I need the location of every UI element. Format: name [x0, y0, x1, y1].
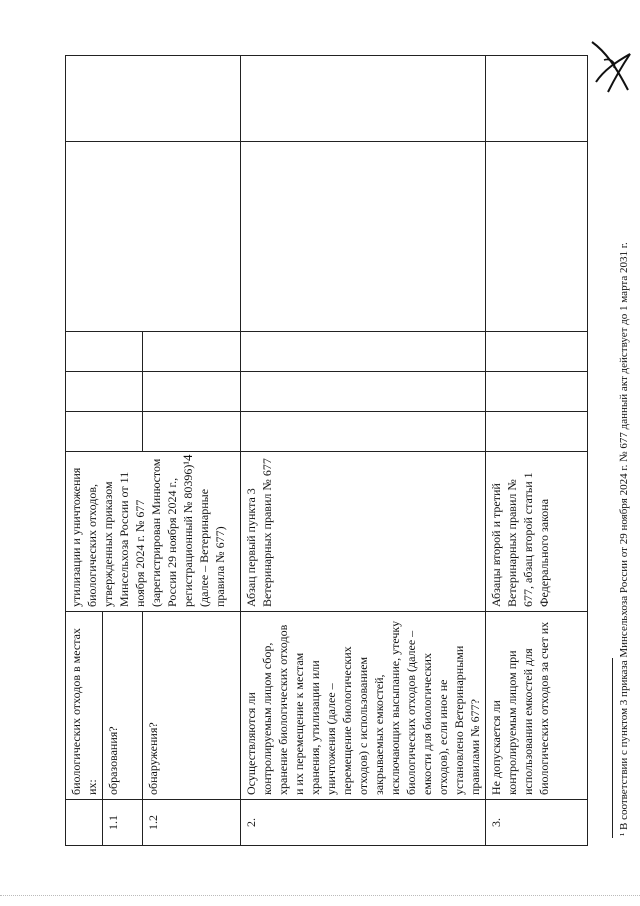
row-number — [66, 800, 103, 846]
note-cell — [241, 142, 486, 332]
answer-yes-cell — [486, 412, 588, 452]
answer-no-cell — [486, 372, 588, 412]
row-number: 1.1 — [103, 800, 143, 846]
reference-text: утилизации и уничтожения биологических отходов, утвержденных приказом Минсельхоза России от 11 ноября 2024 г. № 677 — [69, 467, 147, 607]
table-row — [241, 56, 486, 846]
scan-edge — [0, 895, 640, 896]
row-number: 2. — [241, 800, 486, 846]
checklist-table — [65, 55, 588, 846]
reference-cell — [66, 452, 241, 612]
answer-na-cell — [143, 332, 241, 372]
answer-na-cell — [486, 332, 588, 372]
answer-na-cell — [66, 332, 143, 372]
question-cell: образования? — [103, 612, 143, 800]
handwritten-signature-icon — [586, 32, 636, 102]
note-cell — [486, 142, 588, 332]
note-cell — [66, 56, 241, 142]
note-cell — [241, 56, 486, 142]
question-cell: биологических отходов в местах их: — [66, 612, 103, 800]
answer-no-cell — [241, 372, 486, 412]
answer-yes-cell — [143, 412, 241, 452]
table-row — [66, 56, 103, 846]
reference-cell: Абзацы второй и третий Ветеринарных правил № 677, абзац второй статьи 1 Федерального закона — [486, 452, 588, 612]
row-number: 1.2 — [143, 800, 241, 846]
footnote: ¹ В соответствии с пунктом 3 приказа Минсельхоза России от 29 ноября 2024 г. № 677 данный акт действует до 1 марта 2031 г. — [618, 242, 630, 836]
answer-yes-cell — [66, 412, 143, 452]
note-cell — [66, 142, 241, 332]
reference-cell: Абзац первый пункта 3 Ветеринарных правил № 677 — [241, 452, 486, 612]
answer-no-cell — [66, 372, 143, 412]
table-row — [486, 56, 588, 846]
note-cell — [486, 56, 588, 142]
reference-text: (зарегистрирован Минюстом России 29 ноября 2024 г., регистрационный № 80396)¹ (далее – Ветеринарные правила № 677) — [149, 458, 227, 607]
answer-no-cell — [143, 372, 241, 412]
answer-yes-cell — [241, 412, 486, 452]
row-number: 3. — [486, 800, 588, 846]
question-cell: обнаружения? — [143, 612, 241, 800]
answer-na-cell — [241, 332, 486, 372]
question-cell: Осуществляются ли контролируемым лицом сбор, хранение биологических отходов и их перемещение к местам хранения, утилизации или уничтожения (далее – перемещение биологических отходов) с использованием закрываемых емкостей, исключающих высыпание, утечку биологических отходов (далее – емкости для биологических отходов), если иное не установлено Ветеринарными правилами № 677? — [241, 612, 486, 800]
footnote-divider — [612, 658, 613, 838]
question-cell: Не допускается ли контролируемым лицом при использовании емкостей для биологических отходов за счет их — [486, 612, 588, 800]
page-number: 4 — [180, 454, 195, 461]
